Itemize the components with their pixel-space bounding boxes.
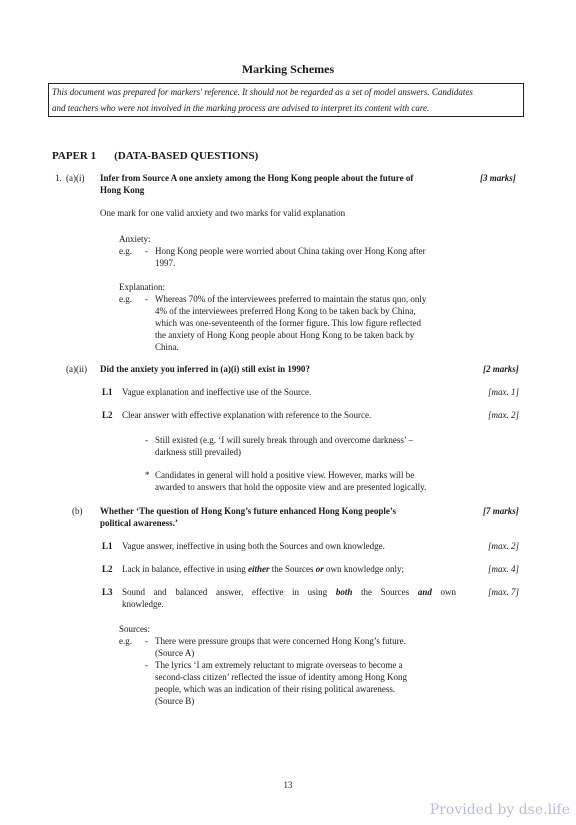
- explanation-line3: which was one-seventeenth of the former figure. This low figure reflected: [155, 318, 421, 328]
- source-2-line4: (Source B): [155, 696, 195, 706]
- marks-1b: [7 marks]: [483, 506, 519, 516]
- marking-intro: One mark for one valid anxiety and two marks for valid explanation: [100, 208, 346, 218]
- marks-1ai: [3 marks]: [480, 173, 516, 183]
- explanation-line5: China.: [155, 342, 179, 352]
- level-2-text: Clear answer with effective explanation with reference to the Source.: [122, 410, 372, 420]
- question-1aii-text: Did the anxiety you inferred in (a)(i) still exist in 1990?: [100, 364, 310, 374]
- level-1-label: L1: [102, 541, 113, 551]
- explanation-line2: 4% of the interviewees preferred Hong Kong to be taken back by China,: [155, 306, 416, 316]
- explanation-label: Explanation:: [119, 282, 165, 292]
- disclaimer-line-2: and teachers who were not involved in the marking process are advised to interpret its content with care.: [52, 103, 430, 113]
- bullet-1-line2: darkness still prevailed): [155, 447, 241, 457]
- paper-heading: [52, 150, 258, 162]
- dash-bullet: -: [145, 660, 148, 670]
- page-title: Marking Schemes: [241, 62, 335, 76]
- level-2-label: L2: [102, 410, 113, 420]
- page-number: 13: [283, 780, 293, 790]
- source-2-line2: second-class citizen’ reflected the issue of identity among Hong Kong: [155, 672, 408, 682]
- question-number: 1.: [55, 173, 62, 183]
- level-3-emphasis-and: and: [417, 587, 432, 597]
- bullet-2-line1: Candidates in general will hold a positive view. However, marks will be: [155, 470, 415, 480]
- level-1-text: Vague explanation and ineffective use of the Source.: [122, 387, 312, 397]
- source-2-line1: The lyrics ‘I am extremely reluctant to migrate overseas to become a: [155, 660, 403, 670]
- level-2-emphasis-either: either: [248, 564, 270, 574]
- source-1-line1: There were pressure groups that were concerned Hong Kong’s future.: [155, 636, 406, 646]
- level-3-emphasis-both: both: [335, 587, 353, 597]
- level-2-emphasis-or: or: [315, 564, 324, 574]
- level-3-label: L3: [102, 587, 113, 597]
- question-1ai-text-line2: Hong Kong: [100, 185, 145, 195]
- anxiety-label: Anxiety:: [119, 234, 151, 244]
- level-3-text-part: own: [431, 587, 457, 597]
- paper-number: PAPER 1: [52, 150, 97, 162]
- level-2-text: [122, 564, 404, 576]
- eg-label: e.g.: [119, 246, 132, 256]
- dash-bullet: -: [145, 246, 148, 256]
- level-1-max: [max. 1]: [488, 387, 519, 397]
- dash-bullet: -: [145, 636, 148, 646]
- bullet-1-line1: Still existed (e.g. ‘I will surely break through and overcome darkness’ –: [155, 435, 414, 445]
- watermark-link[interactable]: Provided by dse.life: [429, 802, 570, 818]
- disclaimer-line-1: This document was prepared for markers' reference. It should not be regarded as a set of model answers. Candidates: [52, 87, 473, 97]
- explanation-line4: the anxiety of Hong Kong people about Hong Kong to be taken back by: [155, 330, 415, 340]
- sources-label: Sources:: [119, 624, 150, 634]
- dash-bullet: -: [145, 435, 148, 445]
- level-3-text-part: Sound and balanced answer, effective in using: [122, 587, 336, 597]
- level-1-text: Vague answer, ineffective in using both the Sources and own knowledge.: [122, 541, 385, 551]
- dash-bullet: -: [145, 294, 148, 304]
- eg-label: e.g.: [119, 294, 132, 304]
- level-2-max: [max. 4]: [488, 564, 519, 574]
- question-1ai-text-line1: Infer from Source A one anxiety among the Hong Kong people about the future of: [100, 173, 414, 183]
- explanation-line1: Whereas 70% of the interviewees preferred to maintain the status quo, only: [155, 294, 427, 304]
- bullet-2-line2: awarded to answers that hold the opposite view and are presented logically.: [155, 482, 427, 492]
- level-3-text-part: the Sources: [352, 587, 418, 597]
- level-3-text-line2: knowledge.: [122, 599, 164, 609]
- disclaimer-box: [48, 83, 524, 117]
- source-2-line3: people, which was an indication of their rising political awareness.: [155, 684, 396, 694]
- star-bullet: *: [145, 470, 150, 480]
- level-1-max: [max. 2]: [488, 541, 519, 551]
- question-part-a-i: (a)(i): [66, 173, 85, 183]
- anxiety-text-line1: Hong Kong people were worried about China taking over Hong Kong after: [155, 246, 426, 256]
- level-2-text-part: own knowledge only;: [323, 564, 405, 574]
- level-2-label: L2: [102, 564, 113, 574]
- question-part-a-ii: (a)(ii): [66, 364, 87, 374]
- level-2-text-part: Lack in balance, effective in using: [122, 564, 249, 574]
- source-1-line2: (Source A): [155, 648, 195, 658]
- level-3-text: [122, 587, 456, 599]
- level-2-text-part: the Sources: [269, 564, 316, 574]
- level-1-label: L1: [102, 387, 113, 397]
- paper-name: (DATA-BASED QUESTIONS): [114, 150, 259, 162]
- level-2-max: [max. 2]: [488, 410, 519, 420]
- question-part-b: (b): [72, 506, 83, 516]
- eg-label: e.g.: [119, 636, 132, 646]
- anxiety-text-line2: 1997.: [155, 258, 176, 268]
- question-1b-text-line2: political awareness.’: [100, 518, 178, 528]
- marks-1aii: [2 marks]: [483, 364, 519, 374]
- level-3-max: [max. 7]: [488, 587, 519, 597]
- question-1b-text-line1: Whether ‘The question of Hong Kong’s future enhanced Hong Kong people’s: [100, 506, 397, 516]
